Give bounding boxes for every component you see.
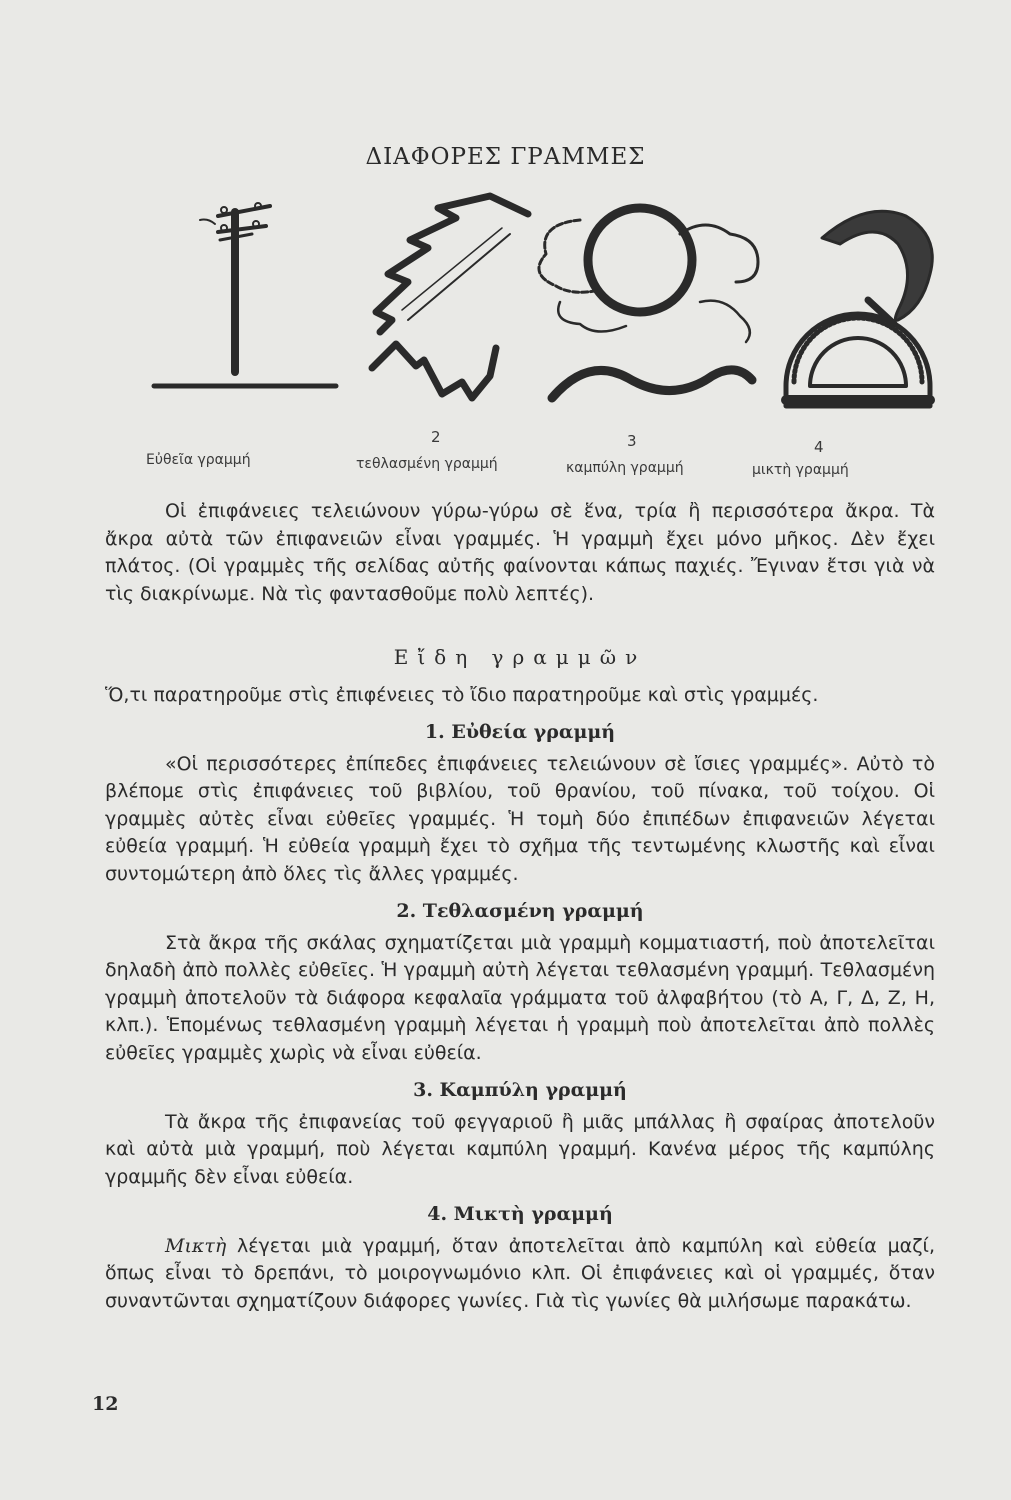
section-heading-mixed: 4. Μικτὴ γραμμή xyxy=(427,1203,613,1225)
section-text-curved: Τὰ ἄκρα τῆς ἐπιφανείας τοῦ φεγγαριοῦ ἢ μιᾶς μπάλλας ἢ σφαίρας ἀποτελοῦν καὶ αὐτὰ μιὰ γραμμή, ποὺ λέγεται καμπύλη γραμμή. Κανένα μέρος τῆς καμπύλης γραμμῆς δὲν εἶναι εὐθεία. xyxy=(105,1110,935,1188)
caption-mixed-line: μικτὴ γραμμή xyxy=(752,462,849,478)
main-text xyxy=(105,630,935,1315)
section-heading-curved: 3. Καμπύλη γραμμή xyxy=(413,1079,627,1101)
section-text-broken: Στὰ ἄκρα τῆς σκάλας σχηματίζεται μιὰ γραμμὴ κομματιαστή, ποὺ ἀποτελεῖται δηλαδὴ ἀπὸ πολλὲς εὐθεῖες. Ἡ γραμμὴ αὐτὴ λέγεται τεθλασμένη γραμμή. Τεθλασμένη γραμμὴ ἀποτελοῦν τὰ διάφορα κεφαλαῖα γράμματα τοῦ ἀλφαβήτου (τὸ Α, Γ, Δ, Ζ, Η, κλπ.). Ἑπομένως τεθλασμένη γραμμὴ λέγεται ἡ γραμμὴ ποὺ ἀποτελεῖται ἀπὸ πολλὲς εὐθεῖες γραμμὲς χωρὶς νὰ εἶναι εὐθεία. xyxy=(105,931,935,1064)
sun-and-clouds-figure xyxy=(539,208,758,398)
section-heading-broken: 2. Τεθλασμένη γραμμή xyxy=(396,900,644,922)
caption-number-4: 4 xyxy=(814,438,824,456)
caption-straight-line: Εὐθεῖα γραμμή xyxy=(146,452,251,468)
telegraph-pole-figure xyxy=(154,203,336,386)
section-heading-straight: 1. Εὐθεία γραμμή xyxy=(424,721,616,743)
section-text-straight: «Οἱ περισσότερες ἐπίπεδες ἐπιφάνειες τελειώνουν σὲ ἴσιες γραμμές». Αὐτὸ τὸ βλέπομε στὶς ἐπιφάνειες τοῦ βιβλίου, τοῦ θρανίου, τοῦ πίνακα, τοῦ τοίχου. Οἱ γραμμὲς αὐτὲς εἶναι εὐθεῖες γραμμές. Ἡ τομὴ δύο ἐπιπέδων ἐπιφανειῶν λέγεται εὐθεία γραμμή. Ἡ εὐθεία γραμμὴ ἔχει τὸ σχῆμα τῆς τεντωμένης κλωστῆς καὶ εἶναι συντομώτερη ἀπὸ ὅλες τὶς ἄλλες γραμμές. xyxy=(105,752,935,885)
caption-broken-line: τεθλασμένη γραμμή xyxy=(356,456,498,472)
types-heading: Εἴδη γραμμῶν xyxy=(393,645,647,669)
page-number: 12 xyxy=(92,1393,119,1415)
page-title: ΔΙΑΦΟΡΕΣ ΓΡΑΜΜΕΣ xyxy=(365,144,646,170)
line-types-illustration xyxy=(140,190,940,420)
section-text-mixed xyxy=(105,1233,935,1316)
sickle-and-protractor-figure xyxy=(786,211,932,406)
intro-paragraph: Οἱ ἐπιφάνειες τελειώνουν γύρω-γύρω σὲ ἕνα, τρία ἢ περισσότερα ἄκρα. Τὰ ἄκρα αὐτὰ τῶν ἐπιφανειῶν εἶναι γραμμές. Ἡ γραμμὴ ἔχει μόνο μῆκος. Δὲν ἔχει πλάτος. (Οἱ γραμμὲς τῆς σελίδας αὐτῆς φαίνονται κάπως παχιές. Ἔγιναν ἔτσι γιὰ νὰ τὶς διακρίνωμε. Νὰ τὶς φαντασθοῦμε πολὺ λεπτές). xyxy=(105,500,935,605)
mixed-lead-italic: Μικτὴ xyxy=(165,1234,227,1257)
types-intro-paragraph: Ὅ,τι παρατηροῦμε στὶς ἐπιφένειες τὸ ἴδιο παρατηροῦμε καὶ στὶς γραμμές. xyxy=(105,683,819,706)
caption-curved-line: καμπύλη γραμμή xyxy=(566,460,684,476)
caption-number-3: 3 xyxy=(627,432,637,450)
mixed-body-text: λέγεται μιὰ γραμμή, ὅταν ἀποτελεῖται ἀπὸ καμπύλη καὶ εὐθεία μαζί, ὅπως εἶναι τὸ δρεπάνι, τὸ μοιρογνωμόνιο κλπ. Οἱ ἐπιφάνειες καὶ οἱ γραμμές, ὅταν συναντῶνται σχηματίζουν διάφορες γωνίες. Γιὰ τὶς γωνίες θὰ μιλήσωμε παρακάτω. xyxy=(105,1234,935,1312)
intro-block xyxy=(105,498,935,608)
staircase-zigzag-figure xyxy=(372,196,528,398)
caption-number-2: 2 xyxy=(431,428,441,446)
